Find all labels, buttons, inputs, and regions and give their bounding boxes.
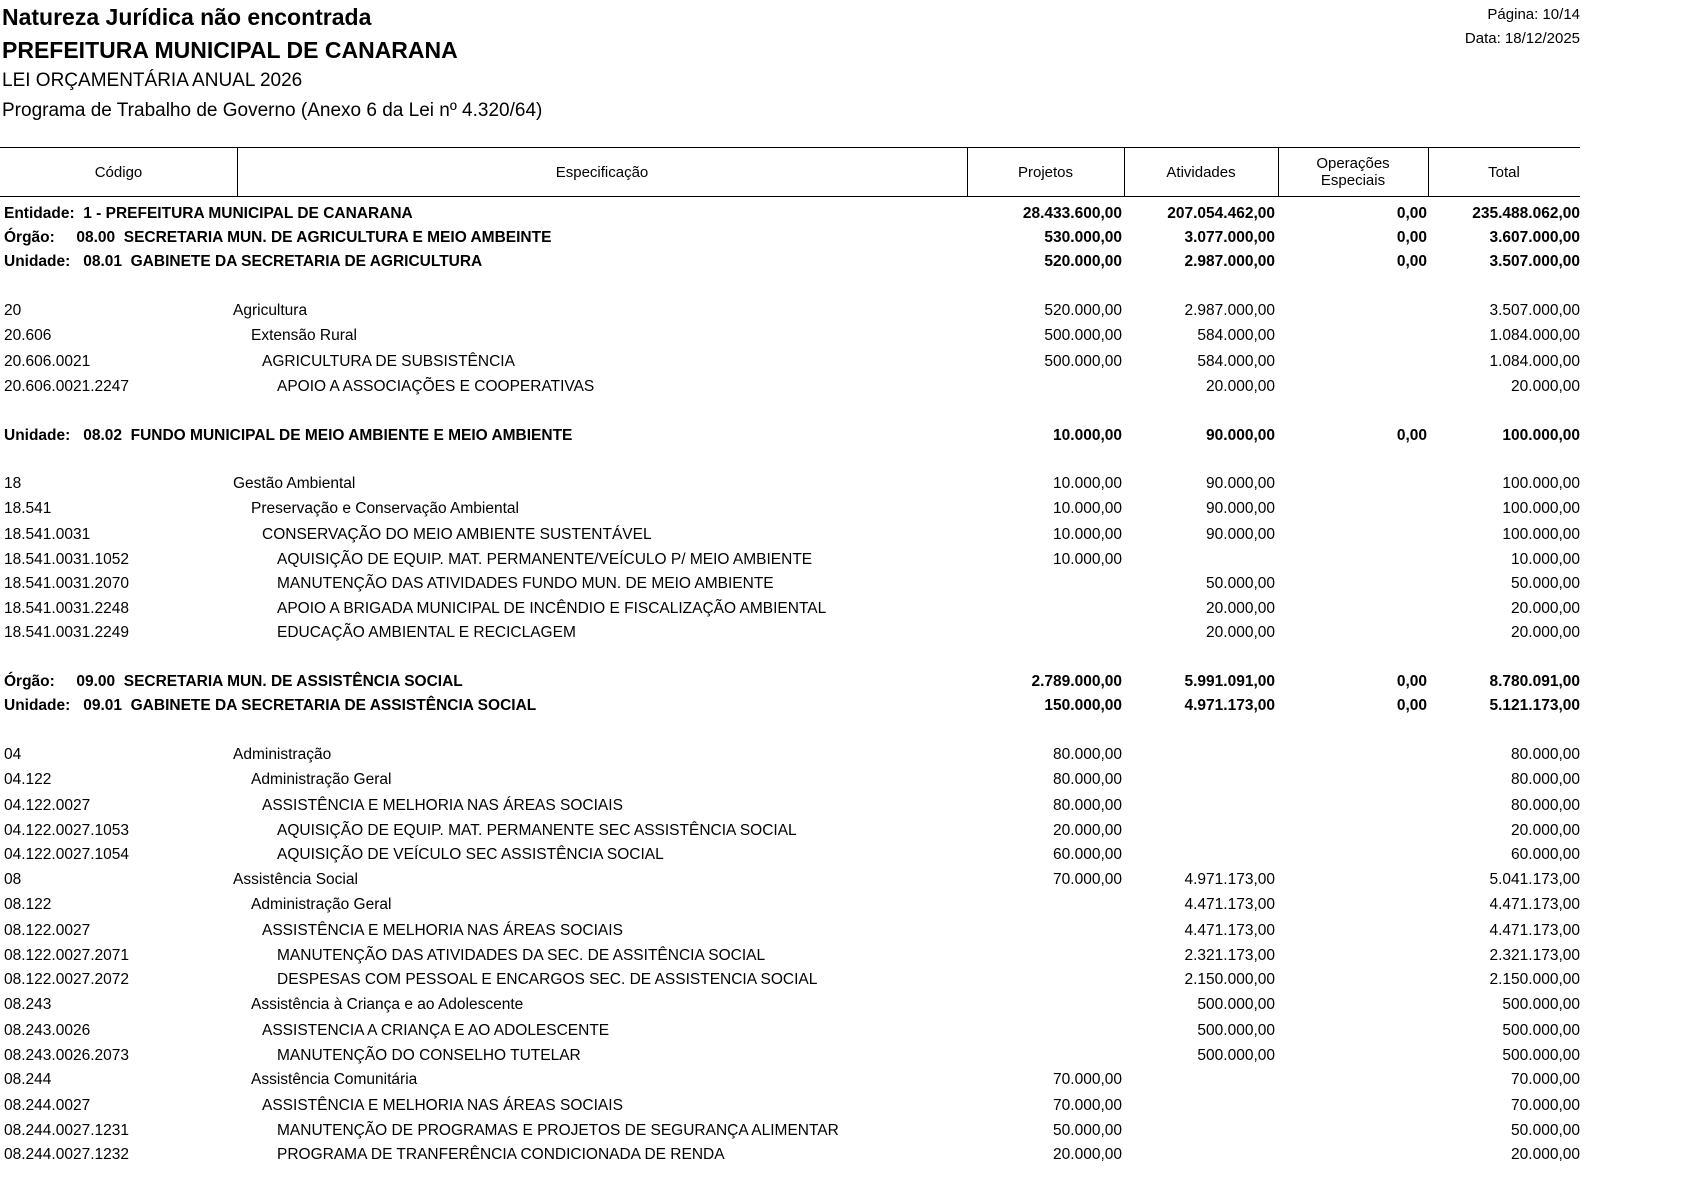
row-projetos: 20.000,00 bbox=[1053, 822, 1122, 839]
table-row bbox=[0, 869, 1584, 891]
row-specification: AQUISIÇÃO DE EQUIP. MAT. PERMANENTE/VEÍCULO P/ MEIO AMBIENTE bbox=[277, 551, 813, 568]
row-total: 4.471.173,00 bbox=[1489, 922, 1580, 939]
table-row bbox=[0, 573, 1584, 595]
table-row bbox=[0, 300, 1584, 322]
row-projetos: 70.000,00 bbox=[1053, 1097, 1122, 1114]
row-projetos: 520.000,00 bbox=[1044, 253, 1122, 270]
row-code: 08.243 bbox=[4, 996, 52, 1013]
row-total: 50.000,00 bbox=[1511, 575, 1580, 592]
row-code: 08.122 bbox=[4, 896, 52, 913]
summary-row bbox=[0, 695, 1584, 717]
row-atividades: 2.321.173,00 bbox=[1184, 947, 1275, 964]
row-total: 60.000,00 bbox=[1511, 846, 1580, 863]
col-header-operacoes-line1: Operações bbox=[1316, 155, 1390, 172]
table-row bbox=[0, 598, 1584, 620]
table-row bbox=[0, 1120, 1584, 1142]
row-projetos: 10.000,00 bbox=[1053, 500, 1122, 517]
row-projetos: 10.000,00 bbox=[1053, 475, 1122, 492]
row-projetos: 70.000,00 bbox=[1053, 1071, 1122, 1088]
row-code: Órgão: 08.00 SECRETARIA MUN. DE AGRICULTURA E MEIO AMBEINTE bbox=[4, 229, 552, 246]
row-total: 100.000,00 bbox=[1502, 475, 1580, 492]
row-code: 08.244.0027 bbox=[4, 1097, 91, 1114]
summary-row bbox=[0, 251, 1584, 273]
row-operacoes-especiais: 0,00 bbox=[1396, 697, 1427, 714]
row-specification: Administração Geral bbox=[251, 771, 392, 788]
col-header-projetos: Projetos bbox=[1017, 163, 1074, 181]
row-specification: Assistência Comunitária bbox=[251, 1071, 418, 1088]
col-header-atividades: Atividades bbox=[1166, 163, 1236, 181]
row-total: 20.000,00 bbox=[1511, 1146, 1580, 1163]
table-row bbox=[0, 1045, 1584, 1067]
row-total: 2.150.000,00 bbox=[1489, 971, 1580, 988]
row-atividades: 4.471.173,00 bbox=[1184, 922, 1275, 939]
row-projetos: 28.433.600,00 bbox=[1022, 205, 1122, 222]
row-code: Órgão: 09.00 SECRETARIA MUN. DE ASSISTÊNCIA SOCIAL bbox=[4, 673, 463, 690]
row-total: 500.000,00 bbox=[1502, 996, 1580, 1013]
row-specification: DESPESAS COM PESSOAL E ENCARGOS SEC. DE ASSISTENCIA SOCIAL bbox=[277, 971, 818, 988]
col-header-especificacao: Especificação bbox=[555, 163, 649, 181]
row-atividades: 500.000,00 bbox=[1197, 996, 1275, 1013]
row-code: 20 bbox=[4, 302, 22, 319]
row-specification: Gestão Ambiental bbox=[233, 475, 356, 492]
row-specification: Assistência Social bbox=[233, 871, 358, 888]
row-total: 3.507.000,00 bbox=[1489, 302, 1580, 319]
row-specification: MANUTENÇÃO DAS ATIVIDADES DA SEC. DE ASSITÊNCIA SOCIAL bbox=[277, 947, 766, 964]
row-projetos: 20.000,00 bbox=[1053, 1146, 1122, 1163]
col-header-codigo: Código bbox=[94, 163, 143, 181]
table-row bbox=[0, 622, 1584, 644]
row-projetos: 150.000,00 bbox=[1044, 697, 1122, 714]
table-row bbox=[0, 1020, 1584, 1042]
row-specification: Extensão Rural bbox=[251, 327, 357, 344]
row-specification: Administração bbox=[233, 746, 332, 763]
row-specification: ASSISTÊNCIA E MELHORIA NAS ÁREAS SOCIAIS bbox=[262, 797, 623, 814]
row-code: 18.541.0031.1052 bbox=[4, 551, 129, 568]
row-total: 235.488.062,00 bbox=[1472, 205, 1580, 222]
row-code: 20.606 bbox=[4, 327, 52, 344]
row-code: 20.606.0021 bbox=[4, 353, 91, 370]
row-total: 80.000,00 bbox=[1511, 746, 1580, 763]
row-atividades: 500.000,00 bbox=[1197, 1022, 1275, 1039]
table-row bbox=[0, 473, 1584, 495]
table-row bbox=[0, 1144, 1584, 1166]
row-specification: AGRICULTURA DE SUBSISTÊNCIA bbox=[262, 353, 515, 370]
row-projetos: 50.000,00 bbox=[1053, 1122, 1122, 1139]
row-projetos: 10.000,00 bbox=[1053, 526, 1122, 543]
row-total: 50.000,00 bbox=[1511, 1122, 1580, 1139]
row-specification: APOIO A BRIGADA MUNICIPAL DE INCÊNDIO E FISCALIZAÇÃO AMBIENTAL bbox=[277, 600, 827, 617]
row-atividades: 2.987.000,00 bbox=[1184, 302, 1275, 319]
row-atividades: 20.000,00 bbox=[1206, 378, 1275, 395]
row-code: 08.243.0026.2073 bbox=[4, 1047, 129, 1064]
table-row bbox=[0, 376, 1584, 398]
row-code: Entidade: 1 - PREFEITURA MUNICIPAL DE CANARANA bbox=[4, 205, 413, 222]
row-specification: EDUCAÇÃO AMBIENTAL E RECICLAGEM bbox=[277, 624, 576, 641]
report-subtitle-program: Programa de Trabalho de Governo (Anexo 6 da Lei nº 4.320/64) bbox=[2, 100, 543, 121]
row-total: 70.000,00 bbox=[1511, 1071, 1580, 1088]
row-total: 500.000,00 bbox=[1502, 1047, 1580, 1064]
row-code: 08.244.0027.1231 bbox=[4, 1122, 129, 1139]
table-row bbox=[0, 1069, 1584, 1091]
row-specification: Agricultura bbox=[233, 302, 308, 319]
row-projetos: 80.000,00 bbox=[1053, 746, 1122, 763]
row-operacoes-especiais: 0,00 bbox=[1396, 673, 1427, 690]
row-atividades: 20.000,00 bbox=[1206, 624, 1275, 641]
row-total: 80.000,00 bbox=[1511, 771, 1580, 788]
col-header-operacoes-line2: Especiais bbox=[1320, 172, 1386, 189]
row-atividades: 3.077.000,00 bbox=[1184, 229, 1275, 246]
row-projetos: 500.000,00 bbox=[1044, 327, 1122, 344]
table-row bbox=[0, 994, 1584, 1016]
row-code: 08.122.0027 bbox=[4, 922, 91, 939]
row-code: 04 bbox=[4, 746, 22, 763]
row-projetos: 520.000,00 bbox=[1044, 302, 1122, 319]
row-projetos: 70.000,00 bbox=[1053, 871, 1122, 888]
row-specification: AQUISIÇÃO DE EQUIP. MAT. PERMANENTE SEC ASSISTÊNCIA SOCIAL bbox=[277, 822, 797, 839]
page-number: Página: 10/14 bbox=[1487, 6, 1580, 23]
row-operacoes-especiais: 0,00 bbox=[1396, 229, 1427, 246]
row-total: 1.084.000,00 bbox=[1489, 353, 1580, 370]
row-code: 04.122.0027.1053 bbox=[4, 822, 129, 839]
row-code: 18.541.0031.2070 bbox=[4, 575, 129, 592]
row-code: 08.122.0027.2072 bbox=[4, 971, 129, 988]
row-total: 3.607.000,00 bbox=[1489, 229, 1580, 246]
row-projetos: 2.789.000,00 bbox=[1031, 673, 1122, 690]
row-atividades: 2.150.000,00 bbox=[1184, 971, 1275, 988]
row-specification: ASSISTENCIA A CRIANÇA E AO ADOLESCENTE bbox=[262, 1022, 610, 1039]
row-atividades: 207.054.462,00 bbox=[1167, 205, 1275, 222]
row-projetos: 80.000,00 bbox=[1053, 771, 1122, 788]
row-code: 08.243.0026 bbox=[4, 1022, 91, 1039]
summary-row bbox=[0, 425, 1584, 447]
table-row bbox=[0, 795, 1584, 817]
row-code: Unidade: 08.02 FUNDO MUNICIPAL DE MEIO AMBIENTE E MEIO AMBIENTE bbox=[4, 427, 573, 444]
report-subtitle-law: LEI ORÇAMENTÁRIA ANUAL 2026 bbox=[2, 70, 303, 91]
row-specification: PROGRAMA DE TRANFERÊNCIA CONDICIONADA DE RENDA bbox=[277, 1146, 725, 1163]
row-code: 08.244 bbox=[4, 1071, 52, 1088]
row-atividades: 4.971.173,00 bbox=[1184, 697, 1275, 714]
row-specification: ASSISTÊNCIA E MELHORIA NAS ÁREAS SOCIAIS bbox=[262, 1097, 623, 1114]
row-operacoes-especiais: 0,00 bbox=[1396, 205, 1427, 222]
col-header-total: Total bbox=[1488, 163, 1520, 181]
table-row bbox=[0, 844, 1584, 866]
row-atividades: 90.000,00 bbox=[1206, 475, 1275, 492]
summary-row bbox=[0, 227, 1584, 249]
row-code: Unidade: 08.01 GABINETE DA SECRETARIA DE AGRICULTURA bbox=[4, 253, 483, 270]
table-row bbox=[0, 894, 1584, 916]
row-code: 20.606.0021.2247 bbox=[4, 378, 129, 395]
report-date: Data: 18/12/2025 bbox=[1464, 30, 1580, 47]
row-projetos: 10.000,00 bbox=[1053, 551, 1122, 568]
table-row bbox=[0, 498, 1584, 520]
row-total: 20.000,00 bbox=[1511, 822, 1580, 839]
row-total: 20.000,00 bbox=[1511, 600, 1580, 617]
row-total: 5.041.173,00 bbox=[1489, 871, 1580, 888]
row-code: 08.244.0027.1232 bbox=[4, 1146, 129, 1163]
row-atividades: 90.000,00 bbox=[1206, 427, 1275, 444]
row-total: 20.000,00 bbox=[1511, 378, 1580, 395]
row-specification: Assistência à Criança e ao Adolescente bbox=[251, 996, 524, 1013]
row-atividades: 50.000,00 bbox=[1206, 575, 1275, 592]
summary-row bbox=[0, 671, 1584, 693]
row-atividades: 4.971.173,00 bbox=[1184, 871, 1275, 888]
row-atividades: 4.471.173,00 bbox=[1184, 896, 1275, 913]
row-total: 4.471.173,00 bbox=[1489, 896, 1580, 913]
table-row bbox=[0, 769, 1584, 791]
row-code: 18 bbox=[4, 475, 22, 492]
row-atividades: 20.000,00 bbox=[1206, 600, 1275, 617]
row-code: 18.541.0031.2249 bbox=[4, 624, 129, 641]
row-code: 04.122.0027 bbox=[4, 797, 91, 814]
row-total: 500.000,00 bbox=[1502, 1022, 1580, 1039]
row-specification: CONSERVAÇÃO DO MEIO AMBIENTE SUSTENTÁVEL bbox=[262, 526, 652, 543]
row-specification: ASSISTÊNCIA E MELHORIA NAS ÁREAS SOCIAIS bbox=[262, 922, 623, 939]
row-specification: MANUTENÇÃO DAS ATIVIDADES FUNDO MUN. DE MEIO AMBIENTE bbox=[277, 575, 774, 592]
table-row bbox=[0, 920, 1584, 942]
row-operacoes-especiais: 0,00 bbox=[1396, 253, 1427, 270]
row-atividades: 90.000,00 bbox=[1206, 500, 1275, 517]
row-total: 100.000,00 bbox=[1502, 526, 1580, 543]
table-row bbox=[0, 820, 1584, 842]
table-row bbox=[0, 969, 1584, 991]
row-code: 04.122.0027.1054 bbox=[4, 846, 129, 863]
report-title-nature: Natureza Jurídica não encontrada bbox=[2, 4, 372, 30]
row-total: 1.084.000,00 bbox=[1489, 327, 1580, 344]
row-total: 100.000,00 bbox=[1502, 500, 1580, 517]
row-total: 5.121.173,00 bbox=[1489, 697, 1580, 714]
table-row bbox=[0, 549, 1584, 571]
row-specification: Administração Geral bbox=[251, 896, 392, 913]
row-specification: APOIO A ASSOCIAÇÕES E COOPERATIVAS bbox=[277, 378, 595, 395]
table-row bbox=[0, 351, 1584, 373]
row-atividades: 90.000,00 bbox=[1206, 526, 1275, 543]
row-projetos: 60.000,00 bbox=[1053, 846, 1122, 863]
row-total: 100.000,00 bbox=[1502, 427, 1580, 444]
row-projetos: 500.000,00 bbox=[1044, 353, 1122, 370]
row-total: 10.000,00 bbox=[1511, 551, 1580, 568]
row-atividades: 2.987.000,00 bbox=[1184, 253, 1275, 270]
row-code: 08.122.0027.2071 bbox=[4, 947, 129, 964]
row-code: Unidade: 09.01 GABINETE DA SECRETARIA DE ASSISTÊNCIA SOCIAL bbox=[4, 697, 537, 714]
row-specification: Preservação e Conservação Ambiental bbox=[251, 500, 519, 517]
row-code: 04.122 bbox=[4, 771, 52, 788]
row-total: 70.000,00 bbox=[1511, 1097, 1580, 1114]
table-row bbox=[0, 325, 1584, 347]
row-specification: AQUISIÇÃO DE VEÍCULO SEC ASSISTÊNCIA SOCIAL bbox=[277, 846, 664, 863]
row-operacoes-especiais: 0,00 bbox=[1396, 427, 1427, 444]
row-atividades: 5.991.091,00 bbox=[1184, 673, 1275, 690]
table-row bbox=[0, 524, 1584, 546]
table-row bbox=[0, 1095, 1584, 1117]
row-total: 2.321.173,00 bbox=[1489, 947, 1580, 964]
row-atividades: 500.000,00 bbox=[1197, 1047, 1275, 1064]
row-total: 3.507.000,00 bbox=[1489, 253, 1580, 270]
row-specification: MANUTENÇÃO DO CONSELHO TUTELAR bbox=[277, 1047, 581, 1064]
row-total: 20.000,00 bbox=[1511, 624, 1580, 641]
row-total: 80.000,00 bbox=[1511, 797, 1580, 814]
row-specification: MANUTENÇÃO DE PROGRAMAS E PROJETOS DE SEGURANÇA ALIMENTAR bbox=[277, 1122, 839, 1139]
row-projetos: 10.000,00 bbox=[1053, 427, 1122, 444]
summary-row bbox=[0, 203, 1584, 225]
table-row bbox=[0, 945, 1584, 967]
row-projetos: 80.000,00 bbox=[1053, 797, 1122, 814]
row-code: 18.541.0031.2248 bbox=[4, 600, 129, 617]
row-atividades: 584.000,00 bbox=[1197, 327, 1275, 344]
row-total: 8.780.091,00 bbox=[1489, 673, 1580, 690]
row-atividades: 584.000,00 bbox=[1197, 353, 1275, 370]
row-code: 18.541.0031 bbox=[4, 526, 91, 543]
report-title-entity: PREFEITURA MUNICIPAL DE CANARANA bbox=[2, 37, 458, 63]
row-code: 08 bbox=[4, 871, 22, 888]
table-row bbox=[0, 744, 1584, 766]
row-projetos: 530.000,00 bbox=[1044, 229, 1122, 246]
row-code: 18.541 bbox=[4, 500, 52, 517]
